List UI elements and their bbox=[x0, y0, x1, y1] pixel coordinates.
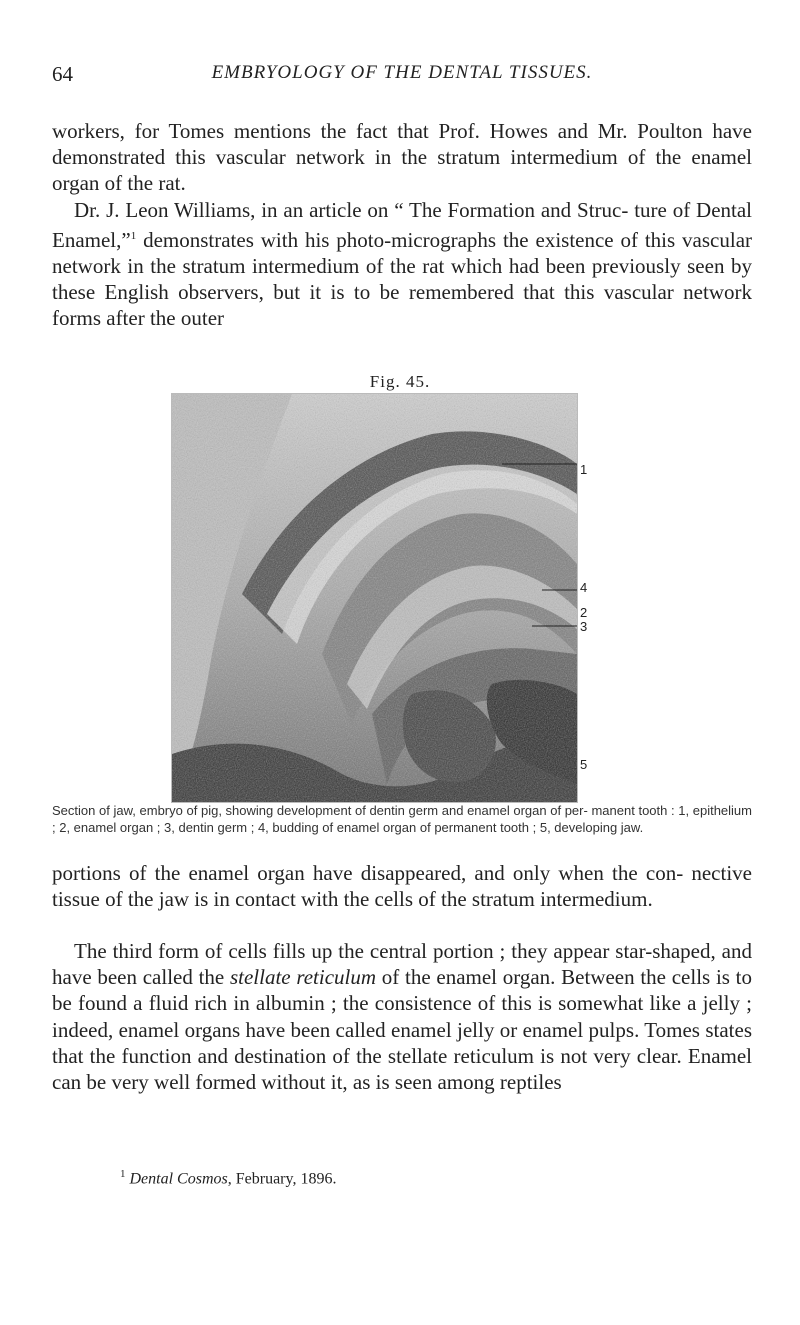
text-line: star-shaped, and have been called the bbox=[52, 939, 753, 990]
text-line: have demonstrated this vascular network in the stratum intermedium bbox=[52, 119, 753, 170]
footnote-date: , February, 1896. bbox=[227, 1170, 337, 1188]
text-line: consistence of this is somewhat like a jelly ; indeed, enamel organs bbox=[52, 991, 752, 1042]
page-number: 64 bbox=[52, 62, 73, 86]
text-line: of the enamel bbox=[376, 965, 498, 990]
figure-marker-2: 2 bbox=[580, 605, 588, 620]
page-header bbox=[52, 62, 752, 88]
paragraph-1 bbox=[52, 118, 752, 332]
text-line: existence of this vascular network in the stratum intermedium of the bbox=[52, 227, 753, 279]
figure-caption bbox=[52, 803, 752, 836]
text-line: nective tissue of the jaw is in contact with the cells of the stratum bbox=[52, 861, 752, 912]
micrograph-figure bbox=[171, 393, 578, 803]
text-line: demonstrates with his photo-micrographs the bbox=[136, 227, 529, 252]
text-line: rat which had been previously seen by these English observers, but it bbox=[52, 254, 753, 305]
figure-marker-4: 4 bbox=[580, 580, 588, 595]
paragraph-2 bbox=[52, 860, 752, 912]
text-line: have been called enamel jelly or enamel pulps. Tomes states that the bbox=[52, 1017, 752, 1068]
text-line: workers, for Tomes mentions the fact that Prof. Howes and Mr. Poulton bbox=[52, 119, 703, 143]
text-line: intermedium. bbox=[540, 887, 653, 912]
footnote-source: Dental Cosmos bbox=[129, 1170, 228, 1188]
figure-label: Fig. 45. bbox=[369, 372, 431, 391]
caption-line: Section of jaw, embryo of pig, showing development of dentin germ and enamel organ of per- bbox=[52, 803, 588, 818]
footnote bbox=[120, 1168, 336, 1188]
running-title: EMBRYOLOGY OF THE DENTAL TISSUES. bbox=[211, 62, 593, 83]
figure-marker-1: 1 bbox=[580, 462, 588, 477]
emphasis-term: stellate reticulum bbox=[229, 965, 377, 990]
text-line: Enamel can be very well formed without it, as is seen among reptiles bbox=[52, 1043, 753, 1095]
text-line: is to be remembered that this vascular network forms after the outer bbox=[52, 280, 753, 331]
text-line: function and destination of the stellate reticulum is not very clear. bbox=[121, 1043, 682, 1068]
caption-line: manent tooth : 1, epithelium ; 2, enamel organ ; 3, dentin germ ; 4, budding of enamel organ bbox=[52, 803, 752, 835]
text-line: ture of Dental Enamel,” bbox=[52, 197, 753, 252]
text-line: of the enamel organ of the rat. bbox=[52, 145, 753, 196]
figure-marker-3: 3 bbox=[580, 619, 588, 634]
caption-line: of permanent tooth ; 5, developing jaw. bbox=[419, 819, 644, 835]
micrograph-image bbox=[172, 394, 577, 802]
text-line: portions of the enamel organ have disappeared, and only when the con- bbox=[52, 861, 684, 885]
figure-marker-5: 5 bbox=[580, 757, 588, 772]
footnote-marker: 1 bbox=[120, 1168, 126, 1180]
text-line: Dr. J. Leon Williams, in an article on “ The Formation and Struc- bbox=[74, 197, 629, 222]
footnote-reference: 1 bbox=[130, 229, 137, 242]
text-line: The third form of cells fills up the central portion ; they appear bbox=[74, 939, 610, 963]
paragraph-3 bbox=[52, 938, 752, 1095]
text-line: organ. Between the cells is to be found a fluid rich in albumin ; the bbox=[52, 965, 753, 1016]
